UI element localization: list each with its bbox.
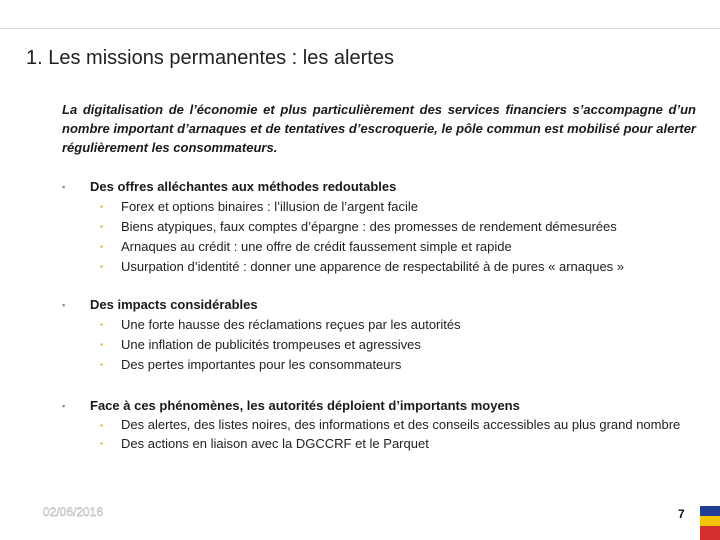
list-item bbox=[62, 237, 696, 257]
title-divider bbox=[0, 28, 720, 29]
sub-list bbox=[62, 315, 696, 375]
list-item-text: Une forte hausse des réclamations reçues par les autorités bbox=[121, 317, 461, 332]
section-heading bbox=[62, 295, 696, 315]
list-item bbox=[62, 197, 696, 217]
list-item-text: Des actions en liaison avec la DGCCRF et le Parquet bbox=[121, 436, 429, 451]
list-item bbox=[62, 315, 696, 335]
page-number: 7 bbox=[678, 507, 685, 521]
list-item-text: Forex et options binaires : l’illusion de l’argent facile bbox=[121, 199, 418, 214]
bullet-icon: ▪ bbox=[62, 300, 66, 310]
list-item-text: Des alertes, des listes noires, des informations et des conseils accessibles au plus grand nombre bbox=[121, 417, 681, 432]
footer-white-panel bbox=[0, 502, 700, 540]
sub-list bbox=[62, 416, 696, 454]
bullet-icon: ▪ bbox=[100, 439, 103, 448]
bullet-icon: ▪ bbox=[62, 182, 66, 192]
bullet-icon: ▪ bbox=[100, 421, 103, 430]
bullet-icon: ▪ bbox=[62, 401, 66, 411]
list-item bbox=[62, 217, 696, 237]
section-offers bbox=[62, 177, 696, 277]
list-item bbox=[62, 416, 696, 434]
section-means bbox=[62, 396, 696, 454]
list-item-text: Des pertes importantes pour les consommateurs bbox=[121, 357, 402, 372]
list-item bbox=[62, 434, 696, 454]
section-heading bbox=[62, 396, 696, 416]
bullet-icon: ▪ bbox=[100, 242, 103, 251]
section-heading-text: Face à ces phénomènes, les autorités déploient d’importants moyens bbox=[90, 398, 520, 413]
bullet-icon: ▪ bbox=[100, 360, 103, 369]
bullet-icon: ▪ bbox=[100, 202, 103, 211]
bullet-icon: ▪ bbox=[100, 340, 103, 349]
bullet-icon: ▪ bbox=[100, 262, 103, 271]
footer-date: 02/06/2016 bbox=[43, 505, 104, 519]
footer-stripes bbox=[0, 502, 720, 540]
list-item-text: Usurpation d’identité : donner une apparence de respectabilité à de pures « arnaques » bbox=[121, 259, 625, 274]
section-heading-text: Des offres alléchantes aux méthodes redoutables bbox=[90, 179, 397, 194]
section-heading-text: Des impacts considérables bbox=[90, 297, 258, 312]
list-item-text: Arnaques au crédit : une offre de crédit faussement simple et rapide bbox=[121, 239, 512, 254]
section-heading bbox=[62, 177, 696, 197]
bullet-icon: ▪ bbox=[100, 222, 103, 231]
list-item bbox=[62, 355, 696, 375]
list-item bbox=[62, 257, 696, 277]
list-item-text: Biens atypiques, faux comptes d’épargne : des promesses de rendement démesurées bbox=[121, 219, 617, 234]
bullet-icon: ▪ bbox=[100, 320, 103, 329]
list-item bbox=[62, 335, 696, 355]
section-impacts bbox=[62, 295, 696, 375]
list-item-text: Une inflation de publicités trompeuses et agressives bbox=[121, 337, 421, 352]
intro-paragraph: La digitalisation de l’économie et plus particulièrement des services financiers s’accompagne d’un nombre important d’arnaques et de tentatives d’escroquerie, le pôle commun est mobilisé pour alerter régulièrement les consommateurs. bbox=[62, 102, 696, 155]
sub-list bbox=[62, 197, 696, 277]
slide-title: 1. Les missions permanentes : les alertes bbox=[26, 47, 394, 69]
